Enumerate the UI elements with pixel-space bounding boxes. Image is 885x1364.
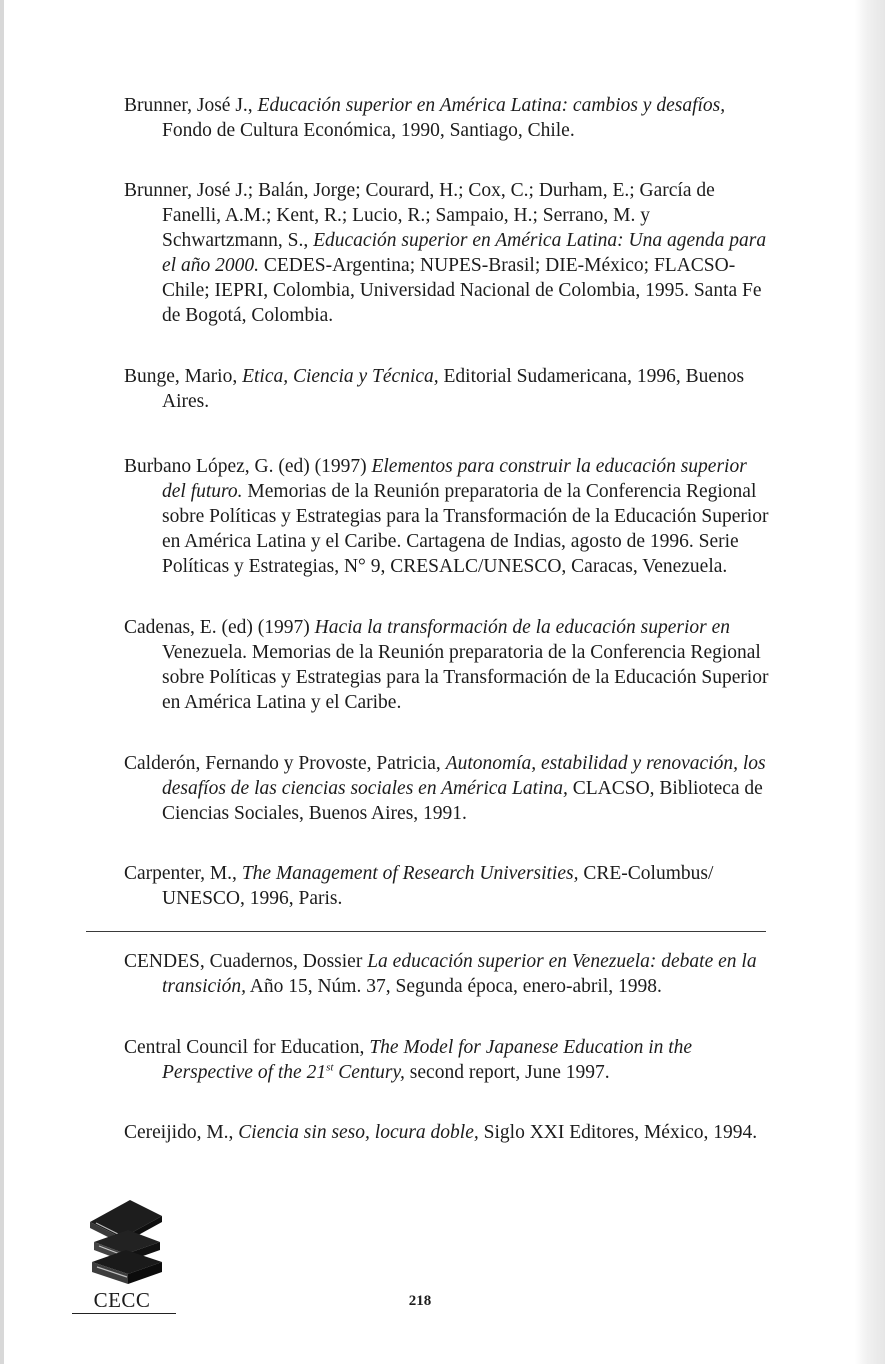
entry-text: CEDES-Argentina; NUPES-Brasil; DIE-México; FLACSO-Chile; IEPRI, Colombia, Universidad Nacional de Colombia, 1995. Santa Fe de Bogotá, Colombia. xyxy=(162,255,762,326)
entry-text: CENDES, Cuadernos, Dossier xyxy=(124,951,368,972)
bibliography-entry xyxy=(124,861,774,911)
entry-text: Cereijido, M., xyxy=(124,1122,239,1143)
entry-title: Educación superior en América Latina: cambios y desafíos, xyxy=(257,95,726,116)
bibliography-entry xyxy=(124,1120,774,1145)
bibliography-entry xyxy=(124,949,774,999)
bibliography-entry xyxy=(124,364,774,414)
entry-text: Burbano López, G. (ed) (1997) xyxy=(124,456,372,477)
entry-text: Calderón, Fernando y Provoste, Patricia, xyxy=(124,753,446,774)
entry-text: Año 15, Núm. 37, Segunda época, enero-abril, 1998. xyxy=(245,976,662,997)
entry-text: CLACSO, Biblioteca de Ciencias Sociales, Buenos Aires, 1991. xyxy=(162,778,763,824)
entry-title: Etica, Ciencia y Técnica, xyxy=(242,366,439,387)
entry-title: The Model for Japanese Education in the Perspective of the 21 xyxy=(162,1037,693,1083)
entry-title: Ciencia sin seso, locura doble, xyxy=(238,1122,479,1143)
entry-title: Autonomía, estabilidad y renovación, los desafíos de las ciencias sociales en América Latina, xyxy=(162,753,766,799)
entry-text: Venezuela. Memorias de la Reunión preparatoria de la Conferencia Regional sobre Políticas y Estrategias para la Transformación de la Educación Superior en América Latina y el Caribe. xyxy=(162,642,769,713)
logo-underline xyxy=(72,1313,176,1314)
bibliography-entry xyxy=(124,178,774,328)
entry-title: The Management of Research Universities, xyxy=(241,863,579,884)
entry-title: Hacia la transformación de la educación superior en xyxy=(314,617,731,638)
bibliography-entry xyxy=(124,1035,774,1085)
page-edge-left xyxy=(0,0,4,1364)
entry-title: La educación superior en Venezuela: debate en la transición, xyxy=(162,951,757,997)
logo-text: CECC xyxy=(93,1288,151,1312)
entry-text: Brunner, José J., xyxy=(124,95,258,116)
entry-title: Educación superior en América Latina: Una agenda para el año 2000. xyxy=(162,230,767,276)
bibliography-entry xyxy=(124,93,774,143)
entry-text: CRE-Columbus/ UNESCO, 1996, Paris. xyxy=(162,863,714,909)
entry-text: Fondo de Cultura Económica, 1990, Santiago, Chile. xyxy=(162,120,575,141)
stacked-books-icon xyxy=(80,1196,172,1288)
cecc-logo xyxy=(72,1196,180,1320)
bibliography-entry xyxy=(124,454,774,579)
entry-title: Elementos para construir la educación superior del futuro. xyxy=(162,456,747,502)
entry-text: second report, June 1997. xyxy=(404,1062,610,1083)
entry-text: Central Council for Education, xyxy=(124,1037,370,1058)
superscript: st xyxy=(326,1061,334,1074)
entry-text: Editorial Sudamericana, 1996, Buenos Aires. xyxy=(162,366,745,412)
entry-text: Brunner, José J.; Balán, Jorge; Courard, H.; Cox, C.; Durham, E.; García de Fanelli, A.M.; Kent, R.; Lucio, R.; Sampaio, H.; Serrano, M. y Schwartzmann, S., xyxy=(124,180,715,251)
page-edge-right xyxy=(855,0,885,1364)
footer-rule xyxy=(86,931,766,932)
entry-text: Cadenas, E. (ed) (1997) xyxy=(124,617,315,638)
entry-title: Century, xyxy=(333,1062,405,1083)
entry-text: Bunge, Mario, xyxy=(124,366,243,387)
page-number: 218 xyxy=(408,1293,432,1309)
entry-text: Memorias de la Reunión preparatoria de la Conferencia Regional sobre Políticas y Estrategias para la Transformación de la Educación Superior en América Latina y el Caribe. Cartagena de Indias, agosto de 1996. Serie Políticas y Estrategias, N° 9, CRESALC/UNESCO, Caracas, Venezuela. xyxy=(162,481,769,577)
entry-text: Carpenter, M., xyxy=(124,863,242,884)
bibliography-entry xyxy=(124,615,774,715)
entry-text: Siglo XXI Editores, México, 1994. xyxy=(478,1122,758,1143)
bibliography-list xyxy=(124,93,774,1145)
bibliography-entry xyxy=(124,751,774,826)
